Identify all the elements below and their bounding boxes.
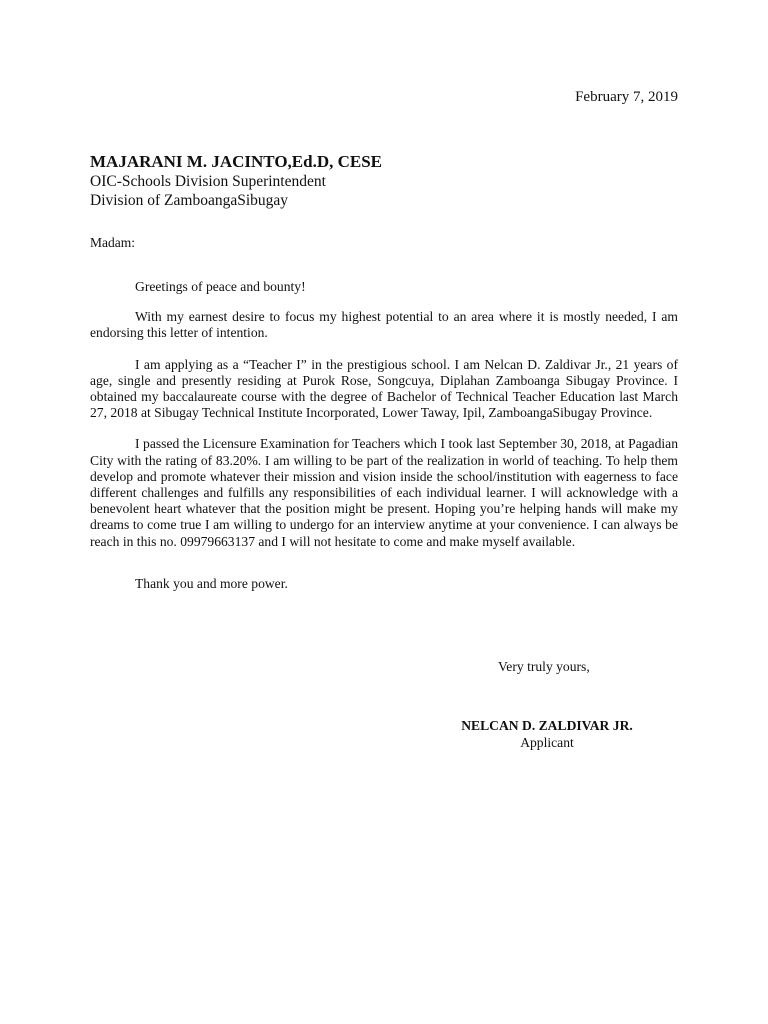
letter-date: February 7, 2019 xyxy=(575,89,678,105)
paragraph-greeting: Greetings of peace and bounty! xyxy=(135,279,306,294)
paragraph-intent: With my earnest desire to focus my highest potential to an area where it is mostly needed, I am endorsing this letter of intention. xyxy=(90,309,678,341)
signature-name: NELCAN D. ZALDIVAR JR. xyxy=(461,718,633,733)
closing: Very truly yours, xyxy=(498,659,590,674)
paragraph-qualifications: I passed the Licensure Examination for Teachers which I took last September 30, 2018, at Pagadian City with the rating of 83.20%. I am willing to be part of the realization in world of teaching. To help them develop and promote whatever their mission and vision inside the school/institution with eagerness to face different challenges and fulfills any responsibilities of each individual learner. I will acknowledge with a benevolent heart whatever that the position might be present. Hoping you’re helping hands will make my dreams to come true I am willing to undergo for an interview anytime at your convenience. I can always be reach in this no. 09979663137 and I will not hesitate to come and make myself available. xyxy=(90,436,678,549)
paragraph-thanks: Thank you and more power. xyxy=(135,575,288,591)
recipient-name: MAJARANI M. JACINTO,Ed.D, CESE xyxy=(90,152,383,171)
signature-block xyxy=(452,718,642,751)
paragraph-background: I am applying as a “Teacher I” in the prestigious school. I am Nelcan D. Zaldivar Jr., 21 years of age, single and presently residing at Purok Rose, Songcuya, Diplahan Zamboanga Sibugay Province. I obtained my baccalaureate course with the degree of Bachelor of Technical Teacher Education last March 27, 2018 at Sibugay Technical Institute Incorporated, Lower Taway, Ipil, ZamboangaSibugay Province. xyxy=(90,356,678,421)
recipient-division: Division of ZamboangaSibugay xyxy=(90,192,289,209)
signature-title: Applicant xyxy=(520,734,574,750)
recipient-title: OIC-Schools Division Superintendent xyxy=(90,173,326,190)
salutation: Madam: xyxy=(90,235,135,250)
letter-body xyxy=(90,279,678,608)
recipient-block xyxy=(90,151,680,210)
